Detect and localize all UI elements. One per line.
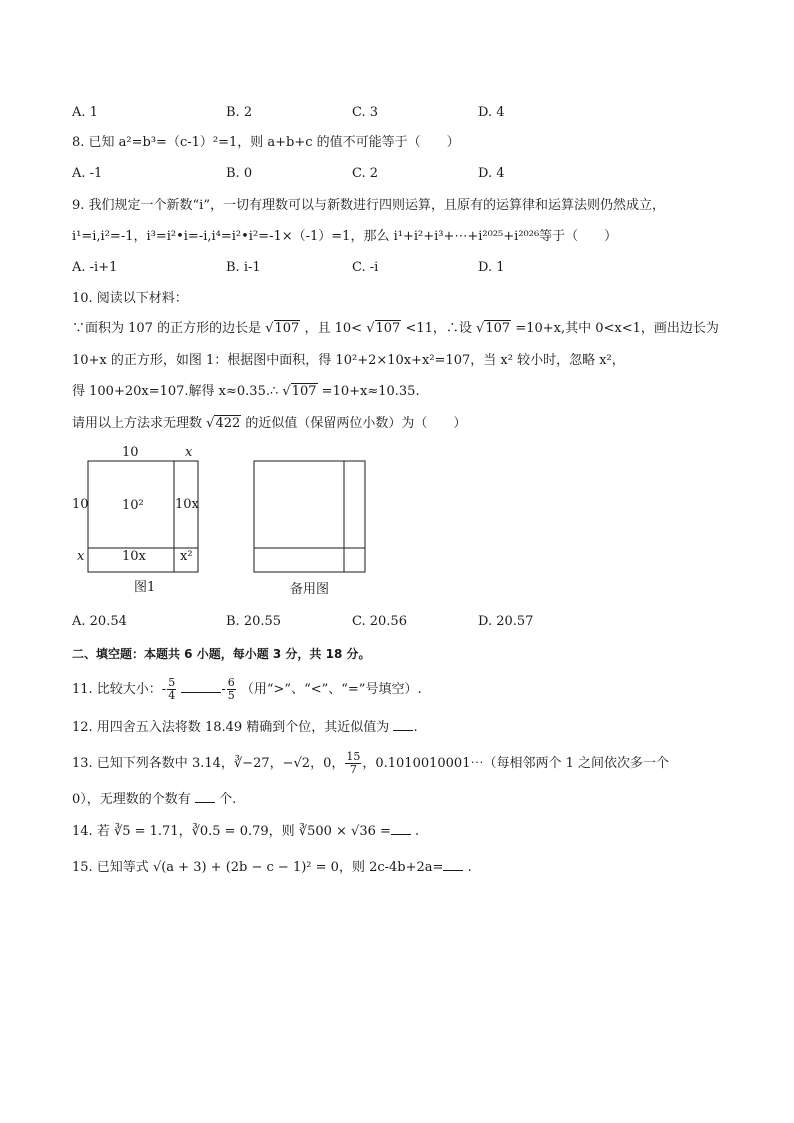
q10-line2: [72, 319, 719, 339]
q7-option-c: C. 3: [352, 105, 379, 120]
q10-option-b: B. 20.55: [226, 614, 282, 629]
q13-sep-2: ，0，: [310, 756, 345, 771]
q8-option-b: B. 0: [226, 166, 253, 181]
q11-post: （用“>”、“<”、“=”号填空）.: [240, 682, 422, 697]
q9-option-b: B. i-1: [226, 260, 261, 275]
figure-spare: [240, 440, 380, 580]
q11-pre: 11. 比较大小：-: [72, 682, 167, 697]
q8-option-c: C. 2: [352, 166, 379, 181]
q11-fraction-2: $\frac{6}{5}$: [227, 676, 235, 702]
q10-line4: [72, 382, 420, 402]
q14-post: .: [415, 824, 420, 839]
q10-option-c: C. 20.56: [352, 614, 407, 629]
q8-stem: 8. 已知 a²=b³=（c-1）²=1，则 a+b+c 的值不可能等于（ ）: [72, 135, 460, 150]
sqrt-107-d: √107: [282, 384, 317, 399]
sqrt-107-b: √107: [366, 321, 401, 336]
q10-line4-b: =10+x≈10.35.: [321, 384, 420, 399]
q13-line2: [72, 788, 236, 810]
q13-pre: 13. 已知下列各数中 3.14，: [72, 756, 234, 771]
q12-pre: 12. 用四舍五入法将数 18.49 精确到个位，其近似值为: [72, 720, 390, 735]
q10-line2-c: <11，∴设: [405, 321, 472, 336]
q9-option-d: D. 1: [478, 260, 505, 275]
q10-line3: 10+x 的正方形，如图 1：根据图中面积，得 10²+2×10x+x²=107，当 x² 较小时，忽略 x²，: [72, 353, 625, 368]
q10-option-a: A. 20.54: [72, 614, 127, 629]
q11: [72, 676, 422, 704]
q10-line2-d: =10+x,其中 0<x<1，画出边长为: [515, 321, 719, 336]
q11-fraction-1: $\frac{5}{4}$: [168, 676, 176, 702]
q12: [72, 716, 418, 738]
q15-answer-blank[interactable]: [443, 856, 463, 871]
q15: [72, 856, 472, 878]
q10-line5-a: 请用以上方法求无理数: [72, 416, 203, 431]
fig2-outer-square: [254, 461, 365, 572]
q15-post: .: [467, 860, 472, 875]
q9-stem-line2: i¹=i,i²=-1，i³=i²•i=-i,i⁴=i²•i²=-1×（-1）=1，那么 i¹+i²+i³+⋯+i²⁰²⁵+i²⁰²⁶等于（ ）: [72, 229, 618, 244]
q13-sep-1: ，: [269, 756, 283, 771]
fig1-top-10: 10: [122, 445, 139, 460]
q10-option-d: D. 20.57: [478, 614, 534, 629]
q8-option-a: A. -1: [72, 166, 103, 181]
q15-text: 15. 已知等式 √(a + 3) + (2b − c − 1)² = 0，则 2c-4b+2a=: [72, 860, 444, 875]
q10-line5-b: 的近似值（保留两位小数）为（ ）: [245, 416, 467, 431]
fig1-cell-bottom: 10x: [122, 549, 146, 564]
q13-neg-sqrt: −√2: [282, 756, 311, 771]
q13-post: ，0.1010010001⋯（每相邻两个 1 之间依次多一个: [362, 756, 670, 771]
q9-option-c: C. -i: [352, 260, 379, 275]
q9-option-a: A. -i+1: [72, 260, 118, 275]
q9-stem-line1: 9. 我们规定一个新数“i”，一切有理数可以与新数进行四则运算，且原有的运算律和运算法则仍然成立，: [72, 198, 665, 213]
q8-option-d: D. 4: [478, 166, 505, 181]
q7-option-b: B. 2: [226, 105, 253, 120]
q10-line5: [72, 414, 466, 434]
q13-fraction: $\frac{15}{7}$: [346, 750, 361, 776]
fig2-caption: 备用图: [290, 582, 330, 597]
fig1-left-x: x: [77, 549, 85, 564]
q13-line2-post: 个.: [219, 792, 237, 807]
q7-option-d: D. 4: [478, 105, 505, 120]
q10-line2-a: ∵面积为 107 的正方形的边长是: [72, 321, 262, 336]
fig1-cell-right: 10x: [175, 497, 199, 512]
fig1-left-10: 10: [72, 497, 89, 512]
q14: [72, 820, 419, 842]
sqrt-107-c: √107: [476, 321, 511, 336]
q13-line1: [72, 750, 669, 778]
fig1-cell-square: 10²: [122, 498, 144, 513]
fig1-top-x: x: [185, 445, 193, 460]
section-2-heading: 二、填空题：本题共 6 小题，每小题 3 分，共 18 分。: [72, 647, 371, 661]
q10-line4-a: 得 100+20x=107.解得 x≈0.35.∴: [72, 384, 279, 399]
q14-answer-blank[interactable]: [391, 820, 411, 835]
q13-line2-pre: 0），无理数的个数有: [72, 792, 191, 807]
sqrt-107: √107: [265, 321, 300, 336]
q13-answer-blank[interactable]: [195, 788, 215, 803]
fig1-caption: 图1: [134, 580, 156, 595]
q7-option-a: A. 1: [72, 105, 98, 120]
q10-heading: 10. 阅读以下材料：: [72, 291, 188, 306]
fig1-cell-corner: x²: [180, 549, 193, 564]
q12-answer-blank[interactable]: [393, 716, 413, 731]
q10-line2-b: ，且 10<: [304, 321, 363, 336]
q11-mid: -: [221, 682, 226, 697]
q11-answer-blank[interactable]: [181, 678, 221, 693]
q14-text: 14. 若 ∛5 = 1.71，∛0.5 = 0.79，则 ∛500 × √36 =: [72, 824, 391, 839]
q12-post: .: [413, 720, 418, 735]
q13-cbrt: ∛−27: [233, 756, 270, 771]
sqrt-422: √422: [206, 416, 241, 431]
